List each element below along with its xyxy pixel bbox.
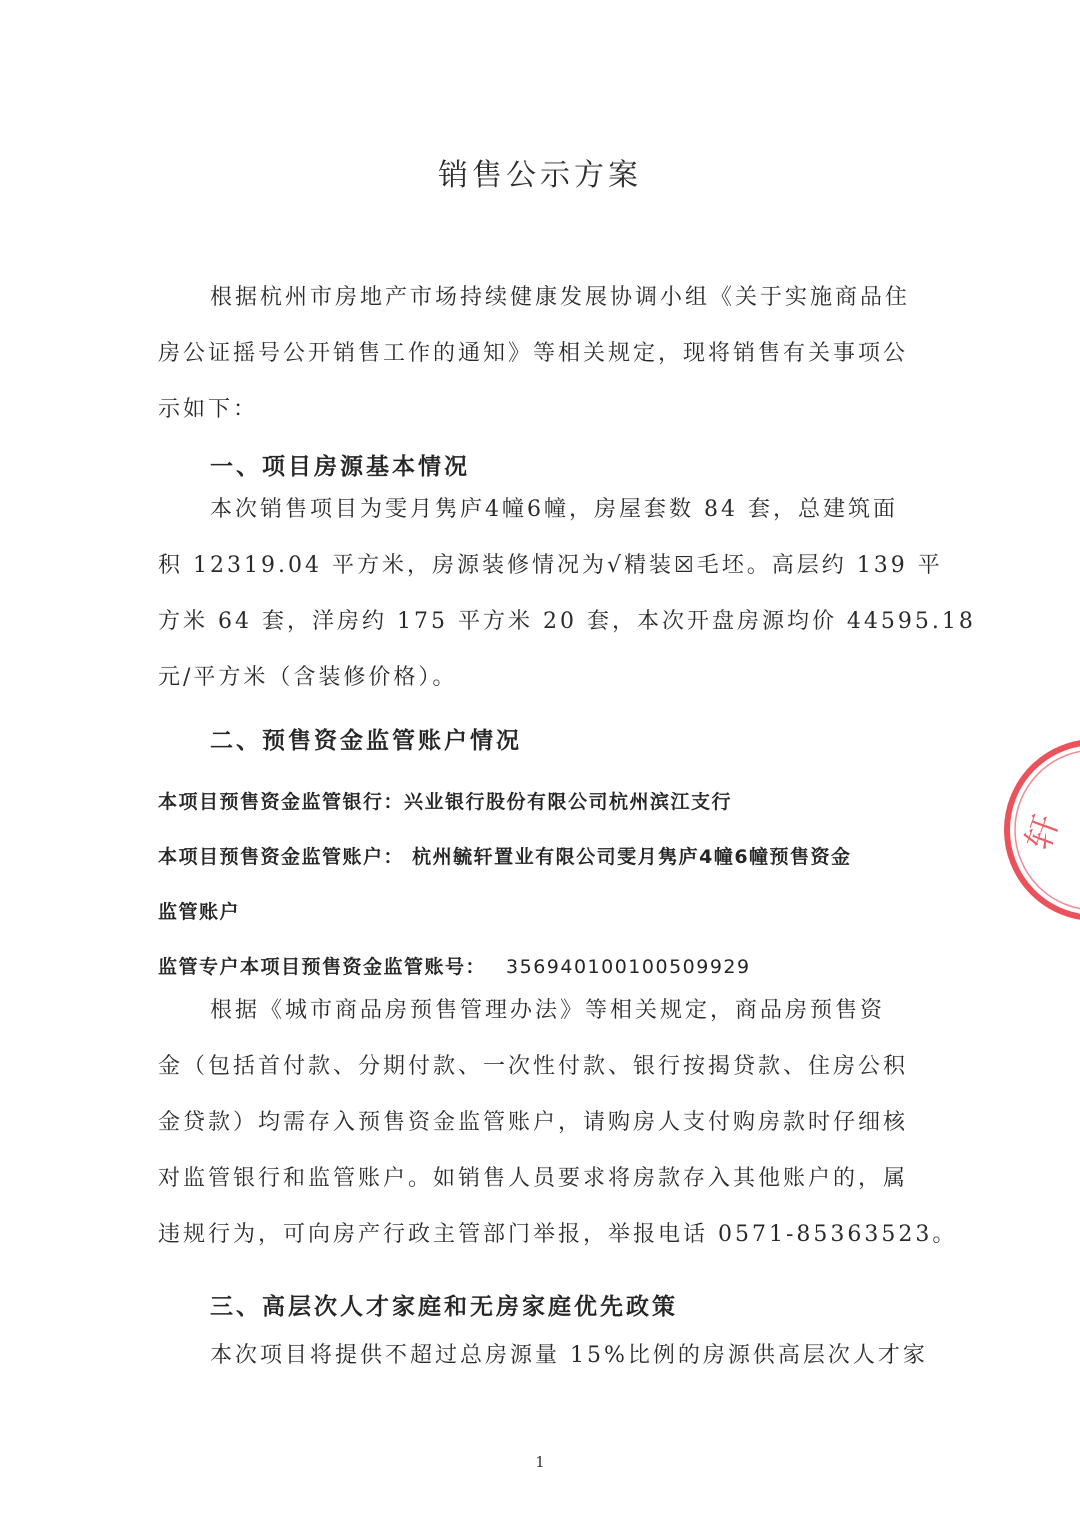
section1-paragraph bbox=[158, 482, 976, 706]
text-line: 金（包括首付款、分期付款、一次性付款、银行按揭贷款、住房公积 bbox=[158, 1054, 909, 1079]
text-line: 元/平方米（含装修价格）。 bbox=[158, 665, 458, 690]
section3-paragraph bbox=[158, 1328, 928, 1384]
section-heading-1: 一、项目房源基本情况 bbox=[210, 453, 470, 480]
account-number: 356940100100509929 bbox=[506, 956, 751, 978]
text-line: 根据杭州市房地产市场持续健康发展协调小组《关于实施商品住 bbox=[210, 285, 911, 310]
text-line: 本次项目将提供不超过总房源量 15%比例的房源供高层次人才家 bbox=[210, 1343, 928, 1368]
page-number: 1 bbox=[535, 1453, 545, 1471]
section-heading-2: 二、预售资金监管账户情况 bbox=[210, 727, 522, 754]
text-line: 房公证摇号公开销售工作的通知》等相关规定，现将销售有关事项公 bbox=[158, 341, 909, 366]
text-line: 方米 64 套，洋房约 175 平方米 20 套，本次开盘房源均价 44595.18 bbox=[158, 609, 976, 634]
supervising-account-cont: 监管账户 bbox=[158, 901, 241, 923]
supervising-account: 本项目预售资金监管账户： 杭州毓轩置业有限公司雯月隽庐4幢6幢预售资金 bbox=[158, 846, 852, 868]
text-line: 积 12319.04 平方米，房源装修情况为√精装☒毛坯。高层约 139 平 bbox=[158, 553, 943, 578]
company-seal bbox=[1000, 735, 1080, 925]
section-heading-3: 三、高层次人才家庭和无房家庭优先政策 bbox=[210, 1293, 678, 1320]
text-line: 示如下： bbox=[158, 397, 259, 422]
intro-paragraph bbox=[158, 270, 918, 438]
text-line: 金贷款）均需存入预售资金监管账户，请购房人支付购房款时仔细核 bbox=[158, 1110, 909, 1135]
text-line: 根据《城市商品房预售管理办法》等相关规定，商品房预售资 bbox=[210, 998, 886, 1023]
supervising-bank: 本项目预售资金监管银行：兴业银行股份有限公司杭州滨江支行 bbox=[158, 791, 733, 813]
text-line: 本次销售项目为雯月隽庐4幢6幢，房屋套数 84 套，总建筑面 bbox=[210, 497, 898, 522]
account-number-label: 监管专户本项目预售资金监管账号： bbox=[158, 956, 487, 978]
text-line: 对监管银行和监管账户。如销售人员要求将房款存入其他账户的，属 bbox=[158, 1166, 909, 1191]
account-number-line bbox=[158, 952, 938, 979]
text-line: 违规行为，可向房产行政主管部门举报，举报电话 0571-85363523。 bbox=[158, 1222, 958, 1247]
document-title: 销售公示方案 bbox=[438, 158, 642, 193]
seal-char: 轩 bbox=[1018, 809, 1068, 855]
section2-paragraph bbox=[158, 983, 958, 1263]
